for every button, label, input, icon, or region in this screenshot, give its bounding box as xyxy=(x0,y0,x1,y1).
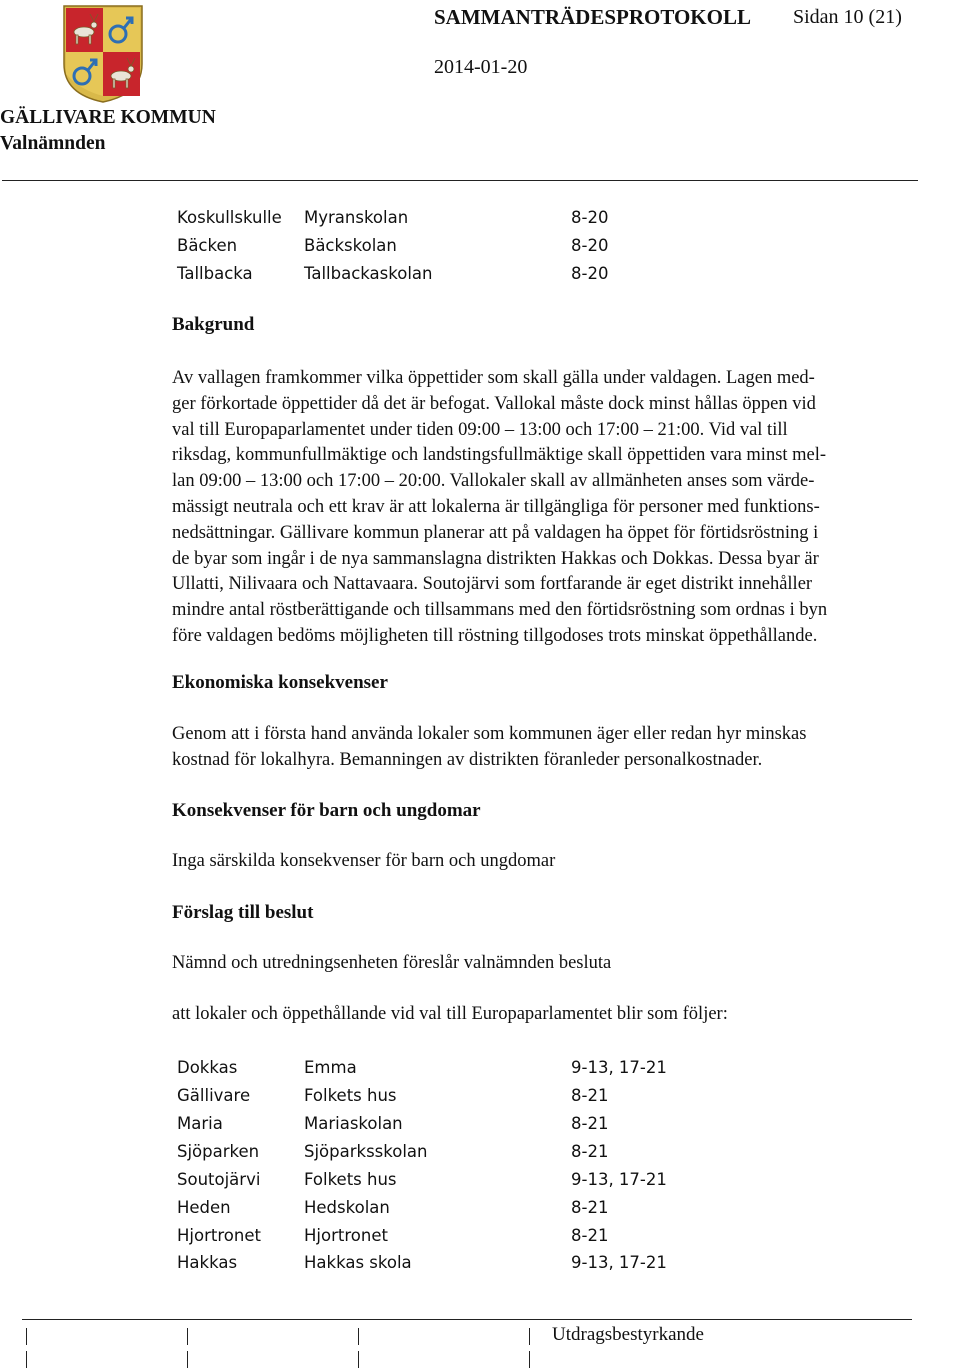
municipal-coat-of-arms-logo xyxy=(60,4,146,104)
place-cell: Maria xyxy=(177,1114,223,1133)
place-cell: Sjöparken xyxy=(177,1142,260,1161)
paragraph-line: mässigt neutrala och ett krav är att lokalerna är tillgängliga för personer med funktions- xyxy=(172,496,820,517)
page-number: Sidan 10 (21) xyxy=(793,6,902,28)
paragraph-line: Genom att i första hand använda lokaler som kommunen äger eller redan hyr minskas xyxy=(172,724,807,744)
venue-cell: Bäckskolan xyxy=(304,236,397,255)
hours-cell: 8-20 xyxy=(571,208,609,227)
paragraph-line: val till Europaparlamentet under tiden 09:00 – 13:00 och 17:00 – 21:00. Vid val till xyxy=(172,419,788,440)
signature-box-divider xyxy=(187,1328,188,1345)
bakgrund-paragraph xyxy=(172,366,960,650)
venue-cell: Hjortronet xyxy=(304,1226,388,1245)
hours-cell: 8-21 xyxy=(571,1086,609,1105)
hours-cell: 8-21 xyxy=(571,1142,609,1161)
footer-divider xyxy=(22,1319,912,1320)
place-cell: Bäcken xyxy=(177,236,238,255)
table-row xyxy=(177,1198,737,1226)
hours-cell: 8-21 xyxy=(571,1198,609,1217)
table-row xyxy=(177,1114,737,1142)
hours-cell: 8-21 xyxy=(571,1114,609,1133)
paragraph-line: Ullatti, Nilivaara och Nattavaara. Soutojärvi som fortfarande är eget distrikt innehåller xyxy=(172,574,813,595)
signature-box-divider xyxy=(26,1351,27,1368)
forslag-text-2: att lokaler och öppethållande vid val till Europaparlamentet blir som följer: xyxy=(172,1004,728,1024)
paragraph-line: de byar som ingår i de nya sammanslagna distrikten Hakkas och Dokkas. Dessa byar är xyxy=(172,548,819,569)
table-row xyxy=(177,1253,737,1281)
hours-cell: 8-21 xyxy=(571,1226,609,1245)
venue-cell: Hakkas skola xyxy=(304,1253,412,1272)
hours-cell: 8-20 xyxy=(571,264,609,283)
hours-cell: 9-13, 17-21 xyxy=(571,1058,667,1077)
signature-box-divider xyxy=(26,1328,27,1345)
place-cell: Dokkas xyxy=(177,1058,238,1077)
venue-cell: Tallbackaskolan xyxy=(304,264,433,283)
place-cell: Hakkas xyxy=(177,1253,238,1272)
table-row xyxy=(177,1226,737,1254)
venue-cell: Folkets hus xyxy=(304,1170,397,1189)
table-row xyxy=(177,236,737,264)
venue-cell: Hedskolan xyxy=(304,1198,390,1217)
hours-cell: 8-20 xyxy=(571,236,609,255)
signature-box-divider xyxy=(358,1328,359,1345)
section-heading-forslag: Förslag till beslut xyxy=(172,902,314,923)
hours-cell: 9-13, 17-21 xyxy=(571,1170,667,1189)
signature-box-divider xyxy=(529,1351,530,1368)
forslag-text-1: Nämnd och utredningsenheten föreslår valnämnden besluta xyxy=(172,953,612,973)
municipality-name: GÄLLIVARE KOMMUN xyxy=(0,107,216,128)
place-cell: Tallbacka xyxy=(177,264,253,283)
venue-cell: Folkets hus xyxy=(304,1086,397,1105)
paragraph-line: Av vallagen framkommer vilka öppettider som skall gälla under valdagen. Lagen med- xyxy=(172,368,815,388)
section-heading-ekonomi: Ekonomiska konsekvenser xyxy=(172,672,388,693)
paragraph-line: nedsättningar. Gällivare kommun planerar att på valdagen ha öppet för förtidsröstning i xyxy=(172,522,819,543)
signature-box-divider xyxy=(358,1351,359,1368)
venue-cell: Sjöparksskolan xyxy=(304,1142,428,1161)
section-heading-bakgrund: Bakgrund xyxy=(172,314,255,335)
table-row xyxy=(177,1142,737,1170)
document-title: SAMMANTRÄDESPROTOKOLL xyxy=(434,5,751,29)
barn-text: Inga särskilda konsekvenser för barn och ungdomar xyxy=(172,851,556,871)
signature-box-divider xyxy=(187,1351,188,1368)
table-row xyxy=(177,1058,737,1086)
venue-cell: Emma xyxy=(304,1058,357,1077)
certification-label: Utdragsbestyrkande xyxy=(552,1324,704,1345)
place-cell: Heden xyxy=(177,1198,231,1217)
venue-cell: Myranskolan xyxy=(304,208,409,227)
paragraph-line: kostnad för lokalhyra. Bemanningen av distrikten föranleder personalkostnader. xyxy=(172,749,763,770)
section-heading-barn: Konsekvenser för barn och ungdomar xyxy=(172,800,481,821)
place-cell: Koskullskulle xyxy=(177,208,282,227)
ekonomi-paragraph xyxy=(172,722,960,774)
header-divider xyxy=(2,180,918,181)
paragraph-line: riksdag, kommunfullmäktige och landstingsfullmäktige skall öppettiden vara minst mel- xyxy=(172,445,827,466)
paragraph-line: mindre antal röstberättigande och tillsammans med den förtidsröstning som ordnas i byn xyxy=(172,600,828,621)
meeting-date: 2014-01-20 xyxy=(434,56,528,78)
department-name: Valnämnden xyxy=(0,133,106,154)
hours-cell: 9-13, 17-21 xyxy=(571,1253,667,1272)
signature-box-divider xyxy=(529,1328,530,1345)
place-cell: Gällivare xyxy=(177,1086,251,1105)
paragraph-line: före valdagen bedöms möjligheten till röstning tillgodoses trots minskat öppethållande. xyxy=(172,625,818,646)
paragraph-line: ger förkortade öppettider då det är befogat. Vallokal måste dock minst hållas öppen vid xyxy=(172,393,816,414)
table-row xyxy=(177,264,737,292)
place-cell: Hjortronet xyxy=(177,1226,261,1245)
venue-cell: Mariaskolan xyxy=(304,1114,403,1133)
table-row xyxy=(177,1086,737,1114)
paragraph-line: lan 09:00 – 13:00 och 17:00 – 20:00. Vallokaler skall av allmänheten anses som värde- xyxy=(172,471,815,492)
table-row xyxy=(177,208,737,236)
table-row xyxy=(177,1170,737,1198)
place-cell: Soutojärvi xyxy=(177,1170,261,1189)
